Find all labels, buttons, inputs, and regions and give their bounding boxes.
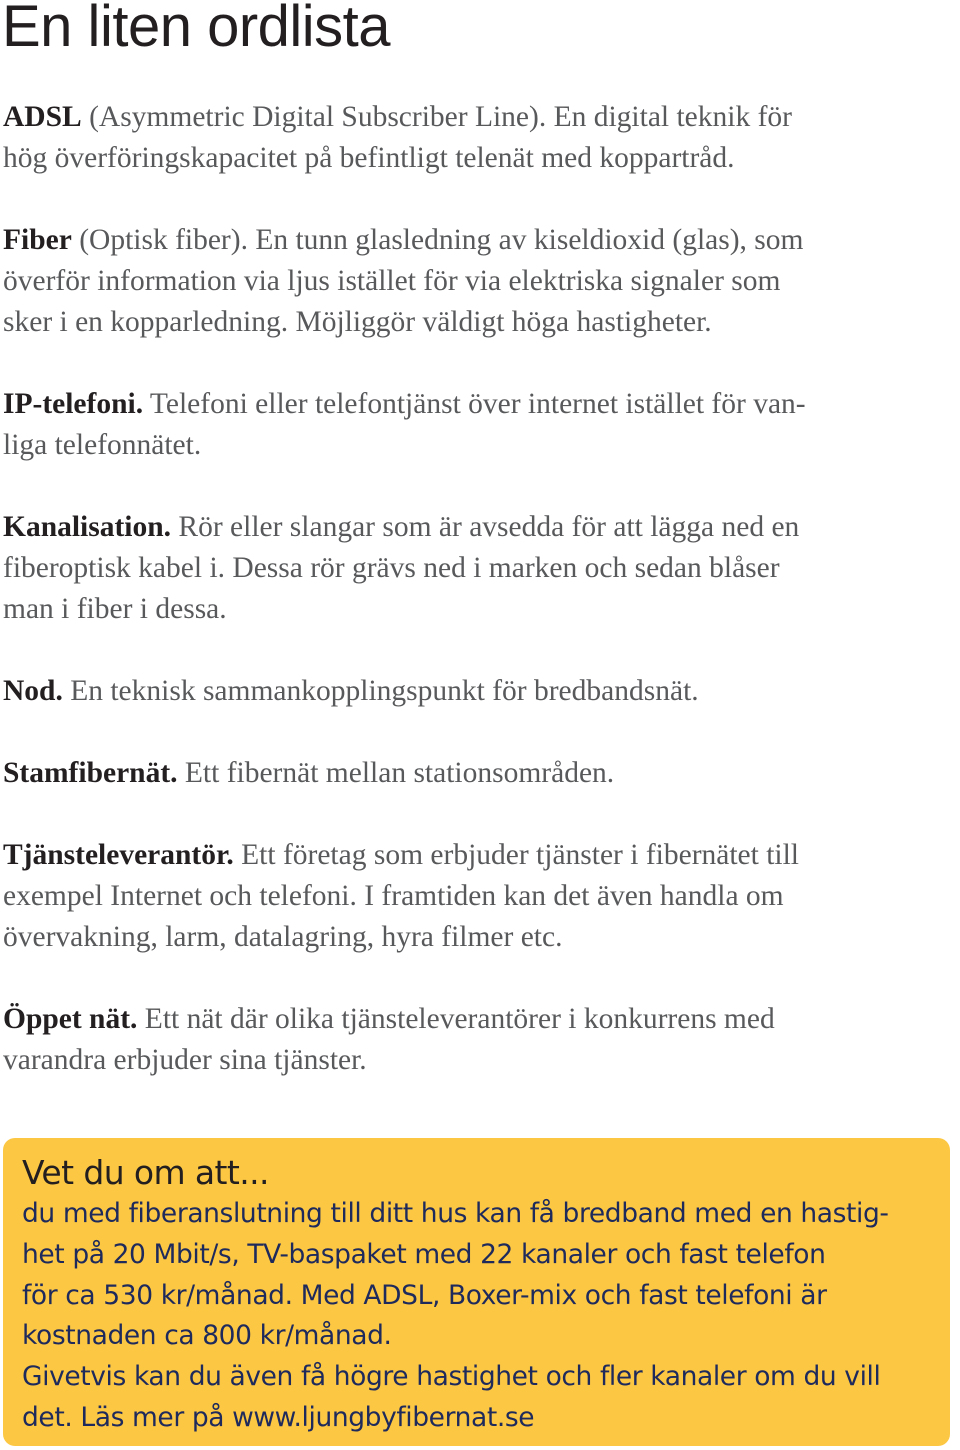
glossary-term: Öppet nät. — [3, 1003, 138, 1035]
glossary-entry-oppet-nat — [3, 999, 933, 1081]
entry-text: man i fiber i dessa. — [3, 593, 227, 625]
entry-text: varandra erbjuder sina tjänster. — [3, 1044, 367, 1076]
info-box-title: Vet du om att... — [22, 1153, 269, 1192]
info-box-line: för ca 530 kr/månad. Med ADSL, Boxer-mix och fast telefoni är — [22, 1279, 827, 1311]
info-box — [3, 1138, 950, 1446]
glossary-term: Stamfibernät. — [3, 757, 178, 789]
glossary-entry-tjansteleverantor — [3, 835, 933, 958]
entry-text: överför information via ljus istället för via elektriska signaler som — [3, 265, 781, 297]
entry-text: En teknisk sammankopplingspunkt för bredbandsnät. — [62, 675, 699, 707]
glossary-entry-adsl — [3, 97, 933, 179]
entry-text: övervakning, larm, datalagring, hyra filmer etc. — [3, 921, 563, 953]
entry-text: Ett fibernät mellan stationsområden. — [177, 757, 615, 789]
entry-text: Telefoni eller telefontjänst över internet istället för van- — [143, 388, 806, 420]
info-box-line: het på 20 Mbit/s, TV-baspaket med 22 kanaler och fast telefon — [22, 1238, 826, 1270]
entry-text: Ett företag som erbjuder tjänster i fibernätet till — [233, 839, 800, 871]
glossary-term: Kanalisation. — [3, 511, 172, 543]
entry-text: exempel Internet och telefoni. I framtiden kan det även handla om — [3, 880, 784, 912]
entry-text: (Asymmetric Digital Subscriber Line). En digital teknik för — [81, 101, 792, 133]
entry-text: hög överföringskapacitet på befintligt telenät med koppartråd. — [3, 142, 735, 174]
glossary-entry-stamfibernat — [3, 753, 933, 794]
entry-text: fiberoptisk kabel i. Dessa rör grävs ned i marken och sedan blåser — [3, 552, 780, 584]
entry-text: liga telefonnätet. — [3, 429, 202, 461]
info-box-line: kostnaden ca 800 kr/månad. — [22, 1320, 392, 1352]
entry-text: Rör eller slangar som är avsedda för att lägga ned en — [171, 511, 800, 543]
entry-line — [3, 384, 933, 425]
glossary-term: Tjänsteleverantör. — [3, 839, 234, 871]
glossary — [3, 97, 933, 1122]
entry-line — [3, 671, 933, 712]
entry-line — [3, 97, 933, 138]
entry-line — [3, 220, 933, 261]
glossary-entry-fiber — [3, 220, 933, 343]
glossary-entry-kanalisation — [3, 507, 933, 630]
entry-line — [3, 999, 933, 1040]
info-box-line: det. Läs mer på www.ljungbyfibernat.se — [22, 1401, 535, 1433]
entry-line — [3, 835, 933, 876]
entry-text: Ett nät där olika tjänsteleverantörer i konkurrens med — [137, 1003, 775, 1035]
entry-text: sker i en kopparledning. Möjliggör väldigt höga hastigheter. — [3, 306, 712, 338]
entry-line — [3, 507, 933, 548]
info-box-line: du med fiberanslutning till ditt hus kan få bredband med en hastig- — [22, 1198, 889, 1229]
entry-text: (Optisk fiber). En tunn glasledning av kiseldioxid (glas), som — [71, 224, 804, 256]
info-box-line: Givetvis kan du även få högre hastighet och fler kanaler om du vill — [22, 1361, 881, 1393]
glossary-term: Fiber — [3, 224, 72, 256]
glossary-entry-ip-telefoni — [3, 384, 933, 466]
glossary-entry-nod — [3, 671, 933, 712]
glossary-term: IP-telefoni. — [3, 388, 144, 420]
entry-line — [3, 753, 933, 794]
glossary-term: ADSL — [3, 101, 82, 133]
page-title: En liten ordlista — [2, 0, 391, 59]
glossary-term: Nod. — [3, 675, 63, 707]
